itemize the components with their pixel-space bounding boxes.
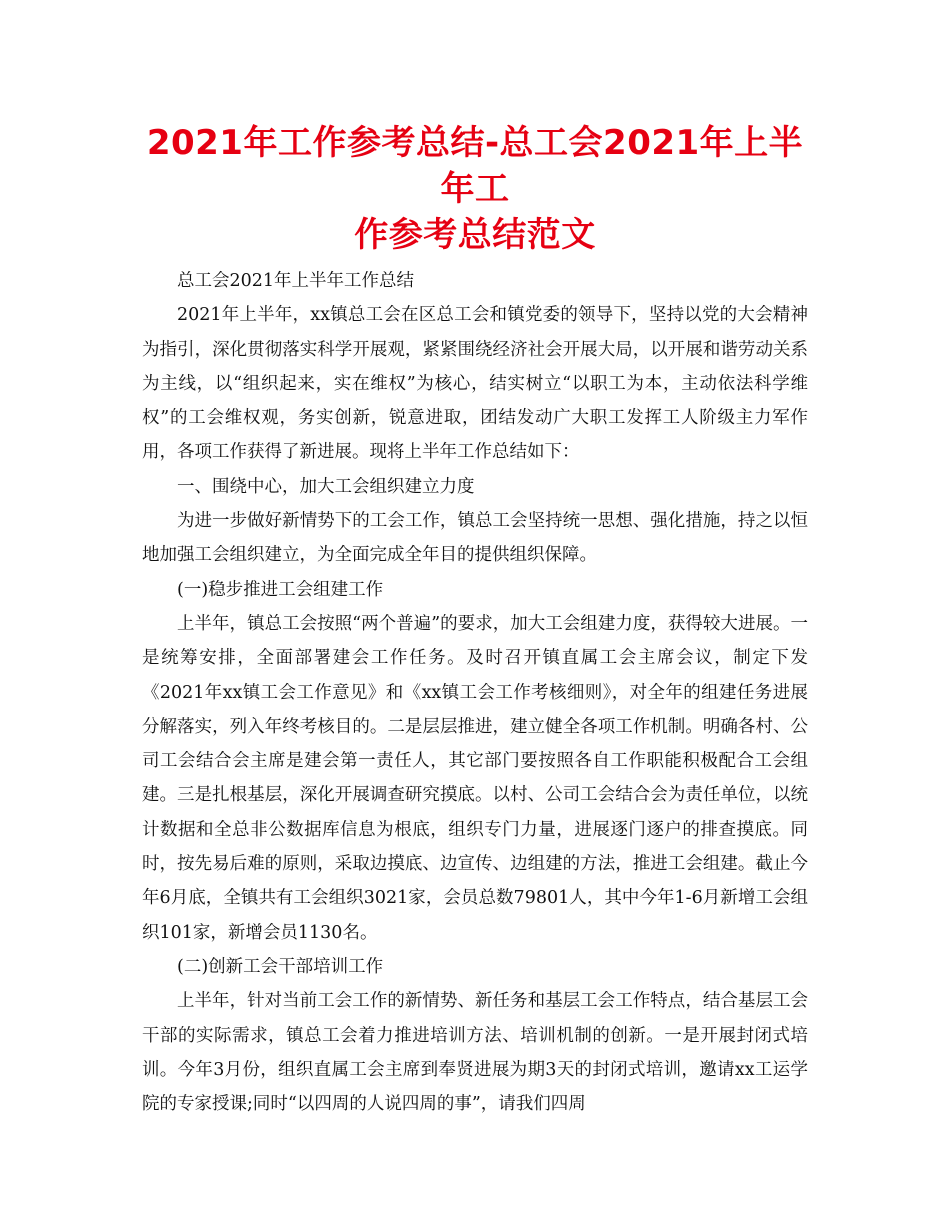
- section-heading-1: 一、围绕中心，加大工会组织建立力度: [177, 476, 475, 497]
- body-paragraph: 上半年，镇总工会按照“两个普遍”的要求，加大工会组建力度，获得较大进展。一是统筹安排，全面部署建会工作任务。及时召开镇直属工会主席会议，制定下发《2021年xx镇工会工作意见》和《xx镇工会工作考核细则》，对全年的组建任务进展分解落实，列入年终考核目的。二是层层推进，建立健全各项工作机制。明确各村、公司工会结合会主席是建会第一责任人，其它部门要按照各自工作职能积极配合工会组建。三是扎根基层，深化开展调查研究摸底。以村、公司工会结合会为责任单位，以统计数据和全总非公数据库信息为根底，组织专门力量，进展逐门逐户的排查摸底。同时，按先易后难的原则，采取边摸底、边宣传、边组建的方法，推进工会组建。截止今年6月底，全镇共有工会组织3021家，会员总数79801人，其中今年1-6月新增工会组织101家，新增会员1130名。: [142, 613, 808, 943]
- title-line-1: 2021年工作参考总结-总工会2021年上半年工: [146, 123, 804, 209]
- body-paragraph: 上半年，针对当前工会工作的新情势、新任务和基层工会工作特点，结合基层工会干部的实际需求，镇总工会着力推进培训方法、培训机制的创新。一是开展封闭式培训。今年3月份，组织直属工会主席到奉贤进展为期3天的封闭式培训，邀请xx工运学院的专家授课;同时“以四周的人说四周的事”，请我们四周: [142, 991, 808, 1115]
- intro-paragraph: 2021年上半年，xx镇总工会在区总工会和镇党委的领导下，坚持以党的大会精神为指引，深化贯彻落实科学开展观，紧紧围绕经济社会开展大局，以开展和谐劳动关系为主线，以“组织起来，实在维权”为核心，结实树立“以职工为本，主动依法科学维权”的工会维权观，务实创新，锐意进取，团结发动广大职工发挥工人阶级主力军作用，各项工作获得了新进展。现将上半年工作总结如下：: [142, 305, 808, 463]
- document-title: [142, 120, 808, 258]
- body-paragraph: 为进一步做好新情势下的工会工作，镇总工会坚持统一思想、强化措施，持之以恒地加强工会组织建立，为全面完成全年目的提供组织保障。: [142, 511, 808, 566]
- subtitle-paragraph: 总工会2021年上半年工作总结: [177, 271, 415, 291]
- title-line-2: 作参考总结范文: [354, 215, 596, 255]
- subsection-heading-2: (二)创新工会干部培训工作: [177, 956, 384, 977]
- document-body: [142, 264, 808, 1121]
- subsection-heading-1: (一)稳步推进工会组建工作: [177, 579, 384, 600]
